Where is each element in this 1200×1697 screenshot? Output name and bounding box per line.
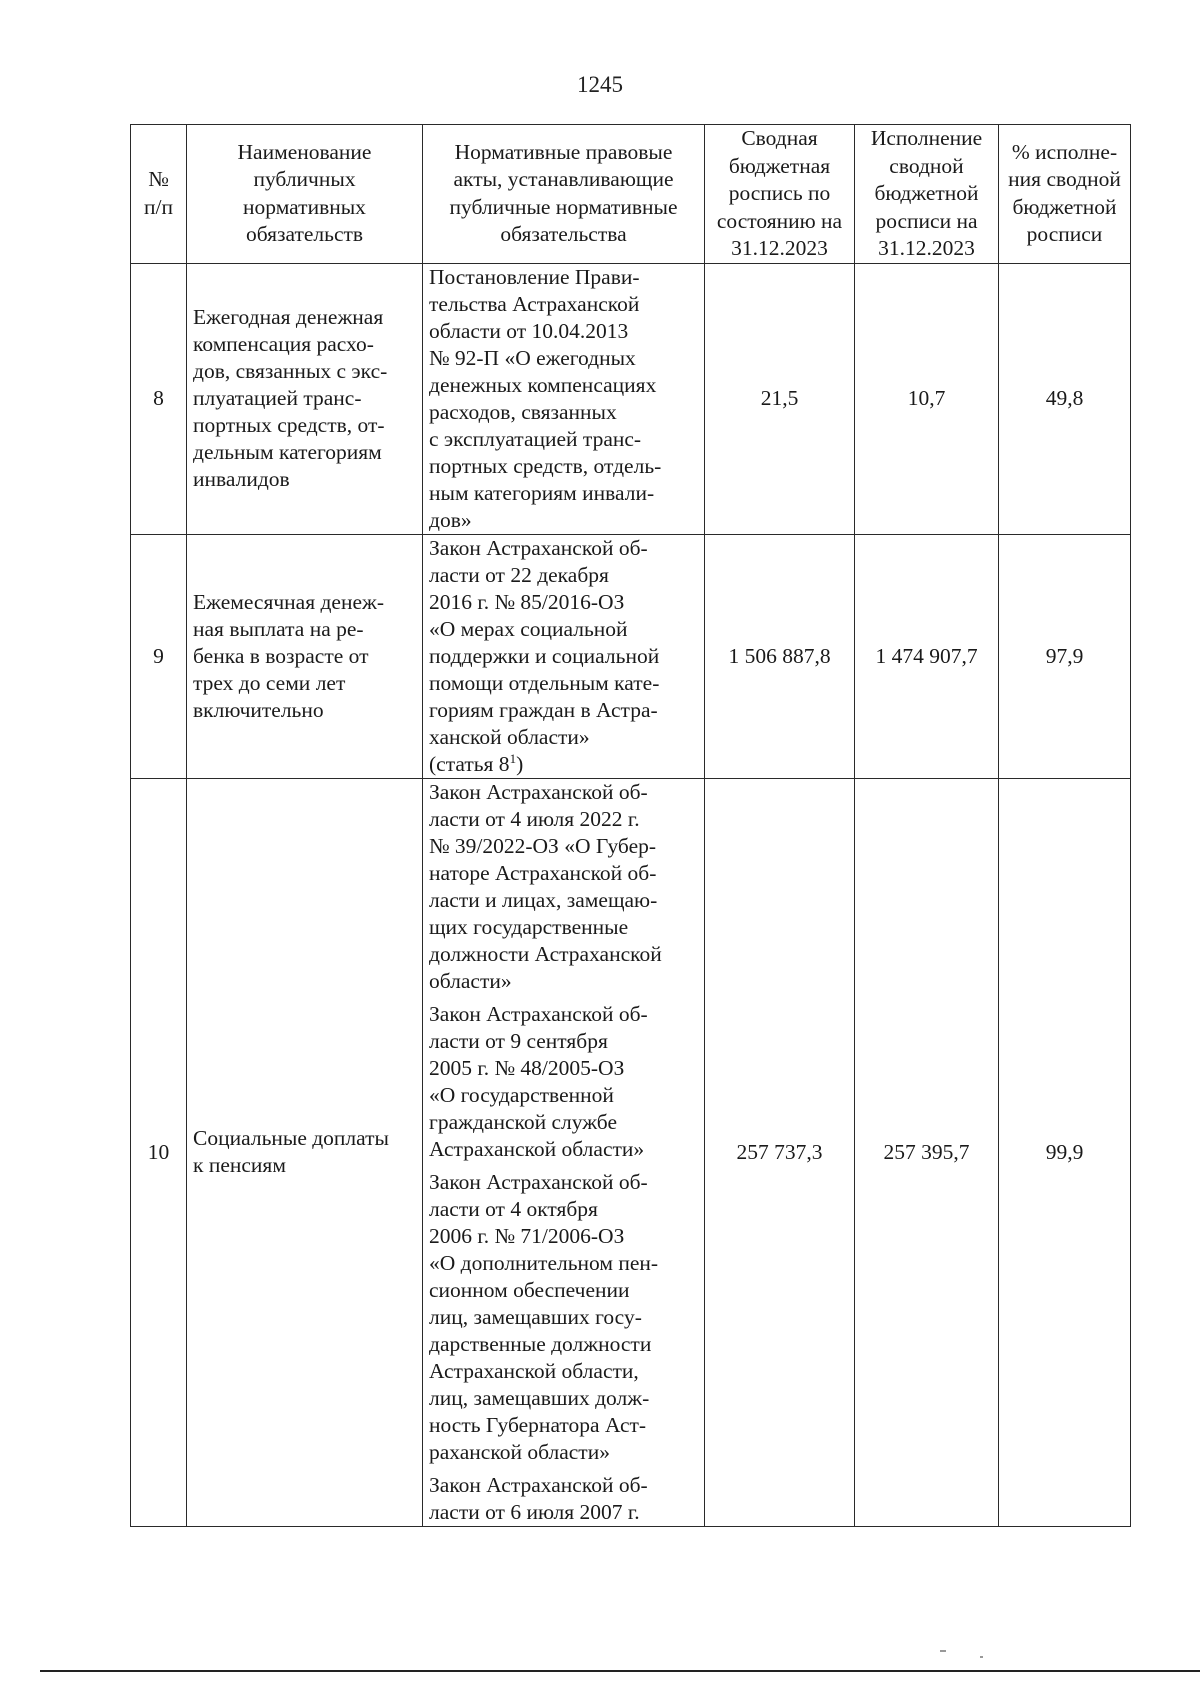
- table-row: [131, 263, 1131, 534]
- budget-plan-value: 21,5: [705, 263, 855, 534]
- page-bottom-rule: [40, 1670, 1200, 1672]
- header-budget-plan: Сводная бюджетная роспись по состоянию на 31.12.2023: [705, 125, 855, 264]
- budget-obligations-table: [130, 124, 1131, 1527]
- scan-speck: [940, 1650, 946, 1652]
- table-row: [131, 778, 1131, 1526]
- legal-act: Закон Астраханской об- ласти от 9 сентября 2005 г. № 48/2005-ОЗ «О государственной гражданской службе Астраханской области»: [429, 1001, 648, 1161]
- budget-execution-value: 257 395,7: [855, 778, 999, 1526]
- budget-plan-value: 1 506 887,8: [705, 534, 855, 778]
- scan-speck: [980, 1656, 983, 1658]
- header-execution-percent: % исполне- ния сводной бюджетной росписи: [999, 125, 1131, 264]
- page-number: 1245: [577, 72, 623, 97]
- execution-percent-value: 49,8: [999, 263, 1131, 534]
- row-number: 10: [131, 778, 187, 1526]
- budget-plan-value: 257 737,3: [705, 778, 855, 1526]
- obligation-name: Ежемесячная денеж- ная выплата на ре- бенка в возрасте от трех до семи лет включительно: [187, 534, 423, 778]
- row-number: 9: [131, 534, 187, 778]
- article-superscript: 1: [509, 750, 517, 766]
- legal-act: Закон Астраханской об- ласти от 4 октября 2006 г. № 71/2006-ОЗ «О дополнительном пен- сионном обеспечении лиц, замещавших госу- дарственные должности Астраханской области, лиц, замещавших долж- ность Губернатора Аст- раханской области»: [429, 1169, 659, 1464]
- legal-act: Закон Астраханской об- ласти от 22 декабря 2016 г. № 85/2016-ОЗ «О мерах социальной поддержки и социальной помощи отдельным кате- гориям граждан в Астра- ханской области» (статья $8^1$): [429, 535, 660, 776]
- budget-execution-value: 1 474 907,7: [855, 534, 999, 778]
- obligation-name: Ежегодная денежная компенсация расхо- дов, связанных с экс- плуатацией транс- портных средств, от- дельным категориям инвалидов: [187, 263, 423, 534]
- obligation-name: Социальные доплаты к пенсиям: [187, 778, 423, 1526]
- budget-execution-value: 10,7: [855, 263, 999, 534]
- header-legal-acts: Нормативные правовые акты, устанавливающие публичные нормативные обязательства: [423, 125, 705, 264]
- header-number: № п/п: [131, 125, 187, 264]
- execution-percent-value: 97,9: [999, 534, 1131, 778]
- execution-percent-value: 99,9: [999, 778, 1131, 1526]
- legal-act: Закон Астраханской об- ласти от 6 июля 2007 г.: [429, 1472, 648, 1524]
- legal-act: Постановление Прави- тельства Астраханской области от 10.04.2013 № 92-П «О ежегодных денежных компенсациях расходов, связанных с эксплуатацией транс- портных средств, отдель- ным категориям инвали- дов»: [429, 264, 662, 532]
- legal-acts-cell: [423, 778, 705, 1526]
- legal-acts-cell: [423, 263, 705, 534]
- header-budget-execution: Исполнение сводной бюджетной росписи на 31.12.2023: [855, 125, 999, 264]
- table-row: [131, 534, 1131, 778]
- table-header-row: [131, 125, 1131, 264]
- header-obligation-name: Наименование публичных нормативных обязательств: [187, 125, 423, 264]
- legal-acts-cell: [423, 534, 705, 778]
- row-number: 8: [131, 263, 187, 534]
- legal-act: Закон Астраханской об- ласти от 4 июля 2022 г. № 39/2022-ОЗ «О Губер- наторе Астраханской об- ласти и лицах, замещаю- щих государственные должности Астраханской области»: [429, 779, 662, 993]
